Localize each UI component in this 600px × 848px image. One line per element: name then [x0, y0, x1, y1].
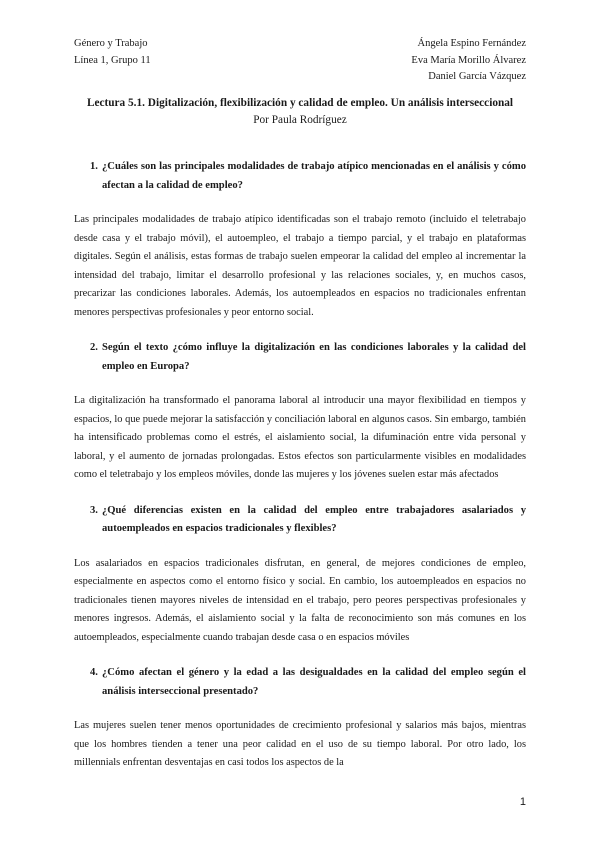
reading-author: Por Paula Rodríguez — [253, 113, 347, 126]
document-body — [74, 158, 526, 790]
author-line-1: Ángela Espino Fernández — [417, 38, 526, 49]
question-number: 2. — [90, 342, 98, 353]
answer-3: Los asalariados en espacios tradicionales disfrutan, en general, de mejores condiciones de empleo, especialmente en aspectos como el entorno físico y social. En cambio, los autoempleados en espacios no tradicionales tienen mayores niveles de intensidad en el trabajo, pero peores perspectivas profesionales y menores ingresos. Además, el aislamiento social y la falta de reconocimiento son más comunes en los autoempleados, especialmente cuando trabajan desde casa o en espacios móviles — [74, 557, 526, 643]
answer-1: Las principales modalidades de trabajo atípico identificadas son el trabajo remoto (incluido el teletrabajo desde casa y el trabajo móvil), el autoempleo, el trabajo a tiempo parcial, y el trabajo en plataformas digitales. Según el análisis, estas formas de trabajo suelen empeorar la calidad del empleo al incrementar la intensidad del trabajo, limitar el desarrollo profesional y las relaciones sociales, y, en muchos casos, precarizar las condiciones laborales. Además, los autoempleados en espacios no tradicionales enfrentan menores perspectivas profesionales y peor entorno social. — [74, 214, 526, 318]
author-line-3: Daniel García Vázquez — [428, 71, 526, 82]
question-4 — [74, 664, 526, 701]
answer-2: La digitalización ha transformado el panorama laboral al introducir una mayor flexibilidad en tiempos y espacios, lo que puede mejorar la satisfacción y conciliación laboral en algunos casos. Sin embargo, también ha intensificado problemas como el estrés, el aislamiento social, la difuminación entre vida personal y laboral, y el aumento de jornadas prolongadas. Estos efectos son particularmente visibles en modalidades como el teletrabajo y los empleos móviles, donde las mujeres y los jóvenes suelen estar más afectados — [74, 395, 526, 480]
page-header-left — [74, 36, 151, 69]
page-header-right — [411, 36, 526, 86]
title-block — [74, 95, 526, 128]
author-line-2: Eva María Morillo Álvarez — [411, 54, 526, 66]
question-number: 1. — [90, 161, 98, 172]
question-number: 4. — [90, 667, 98, 678]
answer-4: Las mujeres suelen tener menos oportunidades de crecimiento profesional y salarios más bajos, mientras que los hombres tienden a tener una peor calidad en el uso de su tiempo laboral. Por otro lado, los millennials enfrentan desventajas en casi todos los aspectos de la — [74, 720, 526, 768]
document-title: Lectura 5.1. Digitalización, flexibilización y calidad de empleo. Un análisis interseccional — [86, 97, 514, 109]
question-number: 3. — [90, 504, 98, 516]
question-text: ¿Cuáles son las principales modalidades de trabajo atípico mencionadas en el análisis y cómo afectan a la calidad de empleo? — [102, 161, 526, 191]
question-1 — [74, 158, 526, 195]
question-text: ¿Cómo afectan el género y la edad a las desigualdades en la calidad del empleo según el análisis interseccional presentado? — [102, 667, 526, 697]
question-text: Según el texto ¿cómo influye la digitalización en las condiciones laborales y la calidad del empleo en Europa? — [102, 342, 526, 372]
question-text: ¿Qué diferencias existen en la calidad del empleo entre trabajadores asalariados y autoempleados en espacios tradicionales y flexibles? — [102, 504, 526, 534]
question-3 — [74, 502, 526, 539]
page-number: 1 — [519, 796, 526, 808]
course-name: Género y Trabajo — [74, 38, 148, 49]
question-2 — [74, 339, 526, 376]
group-line: Línea 1, Grupo 11 — [74, 54, 151, 66]
